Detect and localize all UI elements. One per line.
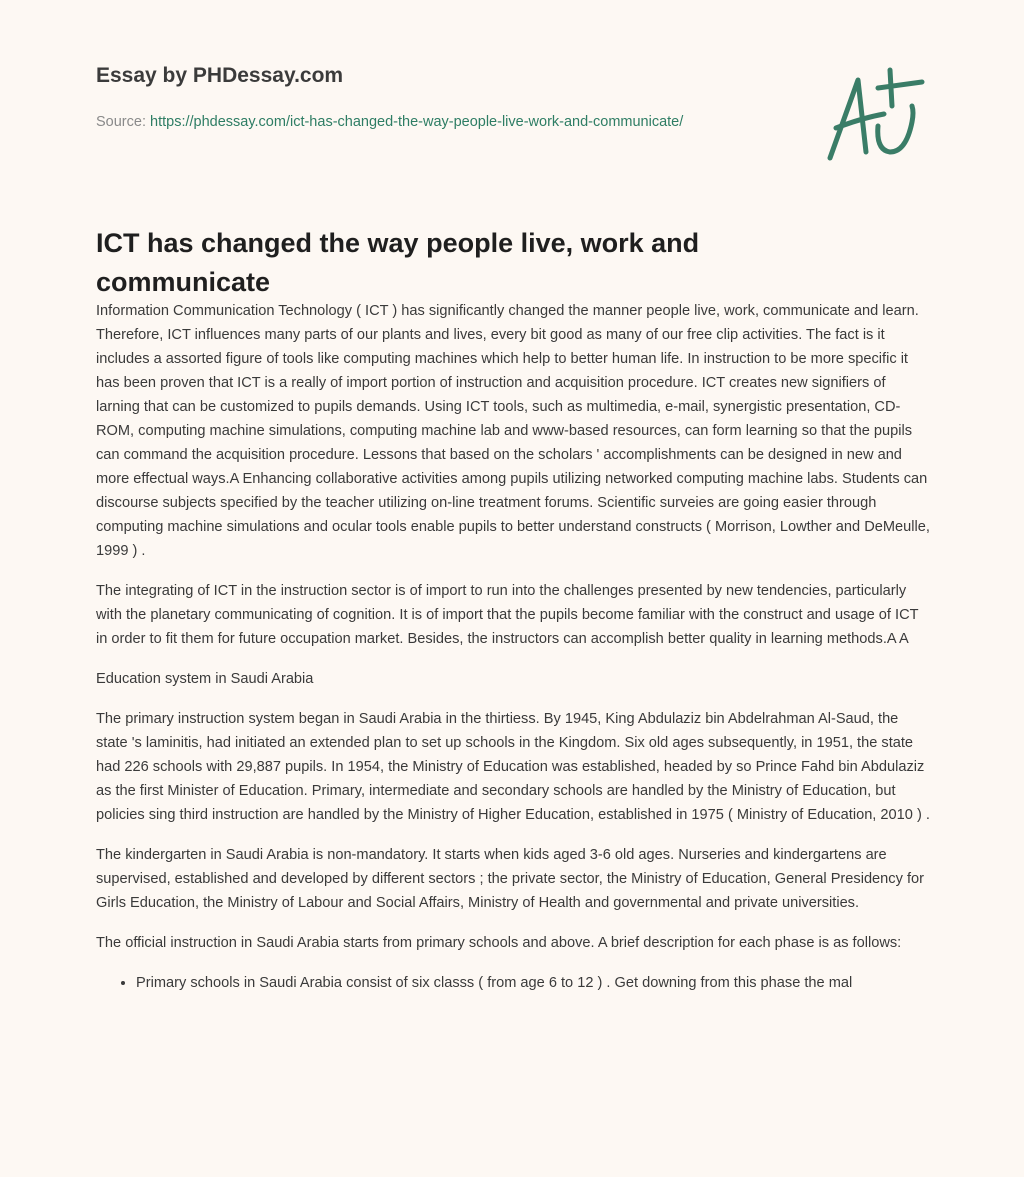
source-link[interactable]: https://phdessay.com/ict-has-changed-the-way-people-live-work-and-communicate/: [150, 114, 684, 130]
paragraph: The official instruction in Saudi Arabia starts from primary schools and above. A brief description for each phase is as follows:: [96, 935, 902, 951]
paragraph: Information Communication Technology ( ICT ) has significantly changed the manner people live, work, communicate and learn. Therefore, ICT influences many parts of our plants and lives, every bit good as many of our free clip activities. The fact is it includes a assorted figure of tools like computing machines which help to better human life. In instruction to be more specific it has been proven that ICT is a really of import portion of instruction and acquisition procedure. ICT creates new signifiers of larning that can be customized to pupils demands. Using ICT tools, such as multimedia, e-mail, synergistic presentation, CD-ROM, computing machine simulations, computing machine lab and www-based resources, can form learning so that the pupils can command the acquisition procedure. Lessons that based on the scholars ' accomplishments can be designed in new and more effectual ways.A Enhancing collaborative activities among pupils utilizing networked computing machine labs. Students can discourse subjects specified by the teacher utilizing on-line treatment forums. Scientific surveies are going easier through computing machine simulations and ocular tools enable pupils to better understand constructs ( Morrison, Lowther and DeMeulle, 1999 ) .: [96, 303, 930, 559]
bullet-list: [96, 971, 932, 995]
paragraph: The primary instruction system began in Saudi Arabia in the thirtiess. By 1945, King Abdulaziz bin Abdelrahman Al-Saud, the state 's laminitis, had initiated an extended plan to set up schools in the Kingdom. Six old ages subsequently, in 1951, the state had 226 schools with 29,887 pupils. In 1954, the Ministry of Education was established, headed by so Prince Fahd bin Abdulaziz as the first Minister of Education. Primary, intermediate and secondary schools are handled by the Ministry of Education, but policies sing third instruction are handled by the Ministry of Higher Education, established in 1975 ( Ministry of Education, 2010 ) .: [96, 711, 930, 823]
article-title: ICT has changed the way people live, work and communicate: [96, 228, 700, 297]
list-item: • Primary schools in Saudi Arabia consist of six classs ( from age 6 to 12 ) . Get downing from this phase the mal: [136, 971, 932, 995]
section-heading: Education system in Saudi Arabia: [96, 671, 314, 687]
brand-title: Essay by PHDessay.com: [96, 64, 344, 87]
source-label: Source:: [96, 114, 146, 130]
a-plus-logo-icon: [822, 66, 926, 166]
paragraph: The kindergarten in Saudi Arabia is non-mandatory. It starts when kids aged 3-6 old ages. Nurseries and kindergartens are supervised, established and developed by different sectors ; the private sector, the Ministry of Education, General Presidency for Girls Education, the Ministry of Labour and Social Affairs, Ministry of Health and governmental and private universities.: [96, 847, 924, 911]
source-line: [96, 110, 696, 134]
paragraph: The integrating of ICT in the instruction sector is of import to run into the challenges presented by new tendencies, particularly with the planetary communicating of cognition. It is of import that the pupils become familiar with the construct and usage of ICT in order to fit them for future occupation market. Besides, the instructors can accomplish better quality in learning methods.A A: [96, 583, 919, 647]
article-body: [96, 299, 932, 995]
